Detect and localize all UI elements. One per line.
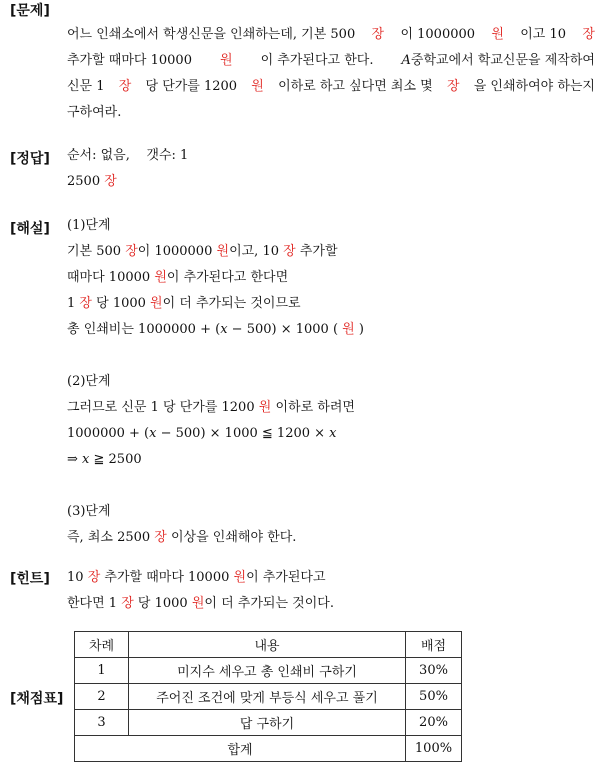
rubric-total-row bbox=[75, 736, 462, 762]
problem-line-3: 신문 1 장 당 단가를 1200 원 이하로 하고 싶다면 최소 몇 장 을 인쇄하여야 하는지 bbox=[67, 79, 595, 94]
rubric-header-order: 차례 bbox=[75, 632, 129, 658]
problem-label: [문제] bbox=[10, 3, 50, 19]
rubric-total-value: 100% bbox=[406, 736, 462, 762]
step-2-line-2: 1000000 + (x − 500) × 1000 ≦ 1200 × x bbox=[67, 426, 337, 441]
problem-line-1: 어느 인쇄소에서 학생신문을 인쇄하는데, 기본 500 장 이 1000000 원 이고 10 장 bbox=[67, 27, 595, 42]
problem-line-2: 추가할 때마다 10000 원 이 추가된다고 한다. A중학교에서 학교신문을 제작하여 bbox=[67, 53, 595, 68]
table-row: 3 답 구하기 20% bbox=[75, 710, 462, 736]
problem-text bbox=[67, 22, 595, 126]
rubric-table bbox=[74, 631, 462, 762]
answer-value: 2500 장 bbox=[67, 174, 117, 189]
step-1-title: (1)단계 bbox=[67, 218, 111, 233]
problem-line-4: 구하여라. bbox=[67, 105, 122, 120]
explanation-text bbox=[67, 213, 595, 551]
answer-label: [정답] bbox=[10, 151, 50, 167]
answer-meta: 순서: 없음, 갯수: 1 bbox=[67, 148, 189, 163]
step-1-line-1: 기본 500 장이 1000000 원이고, 10 장 추가할 bbox=[67, 244, 338, 259]
rubric-label: [채점표] bbox=[10, 691, 64, 707]
table-row: 1 미지수 세우고 총 인쇄비 구하기 30% bbox=[75, 658, 462, 684]
rubric-header-points: 배점 bbox=[406, 632, 462, 658]
step-1-line-3: 1 장 당 1000 원이 더 추가되는 것이므로 bbox=[67, 296, 301, 311]
answer-text bbox=[67, 143, 595, 195]
step-1-line-4: 총 인쇄비는 1000000 + (x − 500) × 1000 ( 원 ) bbox=[67, 322, 364, 337]
hint-line-2: 한다면 1 장 당 1000 원이 더 추가되는 것이다. bbox=[67, 596, 334, 611]
step-2-line-1: 그러므로 신문 1 당 단가를 1200 원 이하로 하려면 bbox=[67, 400, 355, 415]
table-row: 2 주어진 조건에 맞게 부등식 세우고 풀기 50% bbox=[75, 684, 462, 710]
explanation-label: [해설] bbox=[10, 221, 50, 237]
step-1-line-2: 때마다 10000 원이 추가된다고 한다면 bbox=[67, 270, 289, 285]
rubric-header-content: 내용 bbox=[129, 632, 406, 658]
hint-label: [힌트] bbox=[10, 571, 50, 587]
hint-line-1: 10 장 추가할 때마다 10000 원이 추가된다고 bbox=[67, 570, 326, 585]
rubric-total-label: 합계 bbox=[75, 736, 406, 762]
step-2-title: (2)단계 bbox=[67, 374, 111, 389]
step-3-title: (3)단계 bbox=[67, 504, 111, 519]
step-2-line-3: ⇒ x ≧ 2500 bbox=[67, 452, 142, 467]
rubric-header-row bbox=[75, 632, 462, 658]
hint-text bbox=[67, 565, 595, 617]
step-3-line-1: 즉, 최소 2500 장 이상을 인쇄해야 한다. bbox=[67, 530, 297, 545]
